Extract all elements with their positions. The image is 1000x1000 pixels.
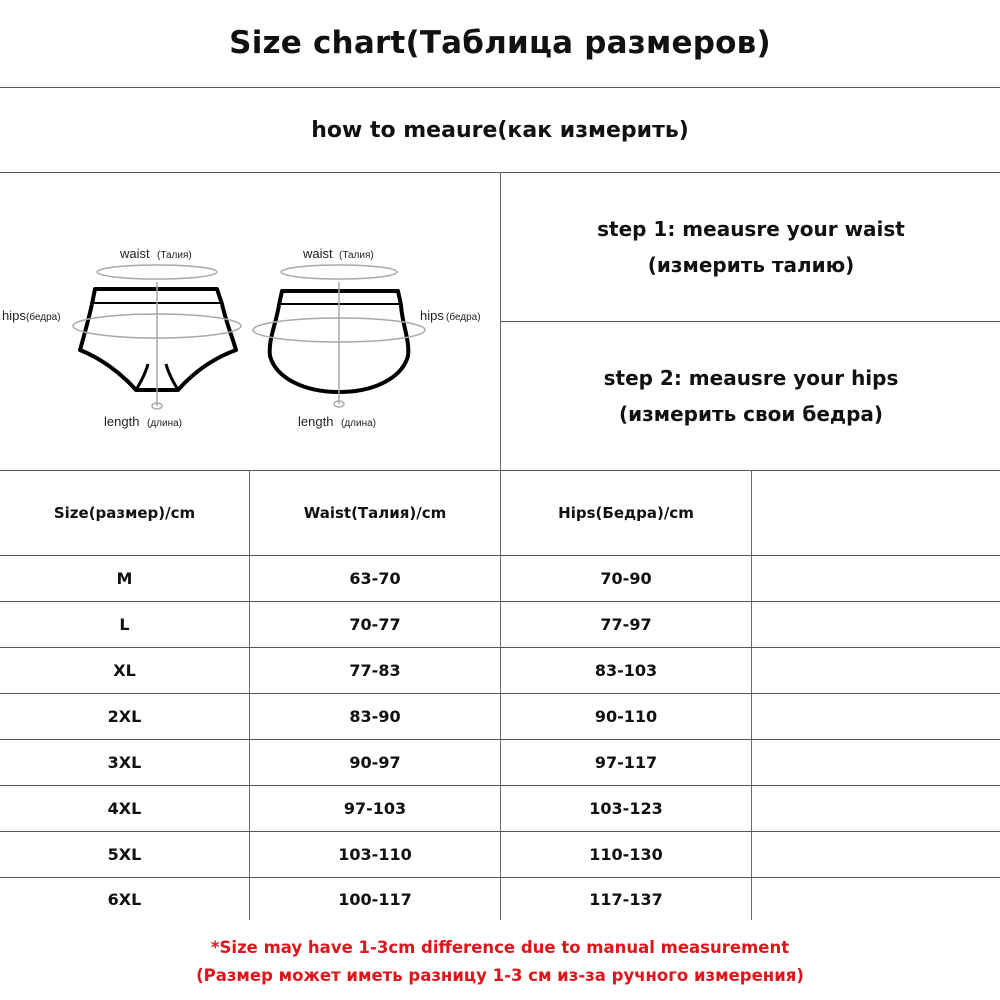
hips-label-ru: (бедра) <box>446 312 481 323</box>
how-to-measure-heading: how to meaure(как измерить) <box>311 117 689 143</box>
length-label: length <box>298 414 334 429</box>
hips-cell: 110-130 <box>589 845 663 864</box>
hips-label-ru: (бедра) <box>26 312 61 323</box>
table-header-empty <box>752 470 1000 556</box>
size-cell: L <box>119 615 130 634</box>
step-2-text: step 2: meausre your hips <box>603 366 899 390</box>
size-table <box>0 470 1000 920</box>
measurement-diagram <box>0 174 500 470</box>
waist-cell: 70-77 <box>349 615 401 634</box>
size-cell: 6XL <box>107 889 142 909</box>
hips-cell: 83-103 <box>594 661 658 680</box>
waist-label-ru: (Талия) <box>339 250 374 261</box>
hips-cell: 103-123 <box>589 799 663 818</box>
hips-cell: 117-137 <box>589 889 663 909</box>
waist-cell: 90-97 <box>349 753 401 772</box>
length-label-ru: (длина) <box>341 418 376 429</box>
hips-cell: 70-90 <box>600 569 652 588</box>
waist-cell: 83-90 <box>349 707 401 726</box>
size-difference-note-ru: (Размер может иметь разницу 1-3 см из-за ручного измерения) <box>196 965 804 985</box>
step-2-text-ru: (измерить свои бедра) <box>618 402 884 426</box>
hips-cell: 77-97 <box>600 615 652 634</box>
waist-label: waist <box>303 246 333 261</box>
step-1-text-ru: (измерить талию) <box>647 253 855 277</box>
waist-label: waist <box>120 246 150 261</box>
hips-label: hips <box>420 308 444 323</box>
table-header-hips: Hips(Бедра)/cm <box>558 504 694 522</box>
size-cell: M <box>116 569 133 588</box>
hips-cell: 90-110 <box>594 707 658 726</box>
step-2 <box>502 322 1000 470</box>
page-title: Size chart(Таблица размеров) <box>229 25 771 61</box>
waist-label-ru: (Талия) <box>157 250 192 261</box>
length-label-ru: (длина) <box>147 418 182 429</box>
waist-cell: 77-83 <box>349 661 401 680</box>
size-cell: 5XL <box>107 845 142 864</box>
size-cell: 4XL <box>107 799 142 818</box>
hips-cell: 97-117 <box>594 753 658 772</box>
hips-label: hips <box>2 308 26 323</box>
waist-cell: 97-103 <box>343 799 407 818</box>
step-1 <box>502 174 1000 320</box>
size-cell: XL <box>113 661 136 680</box>
waist-cell: 100-117 <box>338 889 412 909</box>
size-difference-note: *Size may have 1-3cm difference due to manual measurement <box>210 937 790 957</box>
briefs-back-illustration <box>253 265 425 407</box>
waist-cell: 63-70 <box>349 569 401 588</box>
waist-cell: 103-110 <box>338 845 412 864</box>
size-cell: 2XL <box>107 707 142 726</box>
table-header-waist: Waist(Талия)/cm <box>303 504 447 522</box>
step-1-text: step 1: meausre your waist <box>597 217 905 241</box>
briefs-front-illustration <box>73 265 241 409</box>
size-cell: 3XL <box>107 753 142 772</box>
table-header-size: Size(размер)/cm <box>53 504 196 522</box>
length-label: length <box>104 414 140 429</box>
